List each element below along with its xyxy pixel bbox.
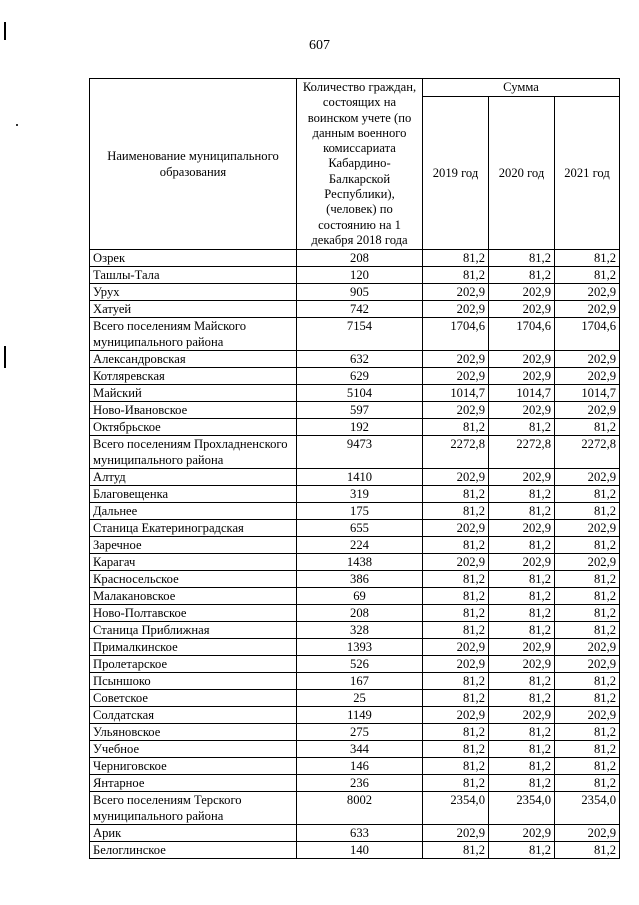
sum-2019-cell: 81,2: [423, 503, 489, 520]
sum-2020-cell: 81,2: [489, 486, 555, 503]
citizens-count-cell: 9473: [297, 436, 423, 469]
sum-2021-cell: 2354,0: [555, 792, 620, 825]
citizens-count-cell: 905: [297, 284, 423, 301]
municipality-name-cell: Учебное: [90, 741, 297, 758]
sum-2020-cell: 2354,0: [489, 792, 555, 825]
sum-2021-cell: 202,9: [555, 284, 620, 301]
sum-2021-cell: 202,9: [555, 554, 620, 571]
table-row: [90, 486, 620, 503]
sum-2019-cell: 81,2: [423, 842, 489, 859]
municipality-name-cell: Станица Екатериноградская: [90, 520, 297, 537]
sum-2020-cell: 81,2: [489, 673, 555, 690]
citizens-count-cell: 1393: [297, 639, 423, 656]
sum-2020-cell: 202,9: [489, 656, 555, 673]
municipality-name-cell: Карагач: [90, 554, 297, 571]
scan-edge-mark-middle: [4, 346, 6, 368]
sum-2020-cell: 202,9: [489, 707, 555, 724]
sum-2021-cell: 81,2: [555, 741, 620, 758]
table-row: [90, 351, 620, 368]
citizens-count-cell: 69: [297, 588, 423, 605]
citizens-count-cell: 526: [297, 656, 423, 673]
table-row: [90, 301, 620, 318]
sum-2020-cell: 81,2: [489, 724, 555, 741]
sum-2020-cell: 202,9: [489, 825, 555, 842]
table-row: [90, 842, 620, 859]
sum-2021-cell: 81,2: [555, 758, 620, 775]
citizens-count-cell: 25: [297, 690, 423, 707]
sum-2021-cell: 202,9: [555, 368, 620, 385]
sum-2020-cell: 81,2: [489, 741, 555, 758]
sum-2021-cell: 1704,6: [555, 318, 620, 351]
municipality-name-cell: Псыншоко: [90, 673, 297, 690]
citizens-count-cell: 742: [297, 301, 423, 318]
municipality-name-cell: Всего поселениям Терского муниципального района: [90, 792, 297, 825]
sum-2019-cell: 202,9: [423, 469, 489, 486]
table-row: [90, 622, 620, 639]
table-row: [90, 588, 620, 605]
citizens-count-cell: 8002: [297, 792, 423, 825]
citizens-count-cell: 328: [297, 622, 423, 639]
municipality-name-cell: Солдатская: [90, 707, 297, 724]
table-row: [90, 605, 620, 622]
citizens-count-cell: 5104: [297, 385, 423, 402]
sum-2020-cell: 202,9: [489, 639, 555, 656]
municipality-name-cell: Ульяновское: [90, 724, 297, 741]
sum-2020-cell: 1704,6: [489, 318, 555, 351]
municipality-name-cell: Октябрьское: [90, 419, 297, 436]
sum-2021-cell: 202,9: [555, 520, 620, 537]
sum-2020-cell: 81,2: [489, 503, 555, 520]
sum-2020-cell: 1014,7: [489, 385, 555, 402]
citizens-count-cell: 633: [297, 825, 423, 842]
sum-2019-cell: 202,9: [423, 656, 489, 673]
sum-2021-cell: 81,2: [555, 588, 620, 605]
sum-2019-cell: 202,9: [423, 301, 489, 318]
sum-2021-cell: 81,2: [555, 605, 620, 622]
sum-2019-cell: 81,2: [423, 622, 489, 639]
municipality-name-cell: Заречное: [90, 537, 297, 554]
sum-2021-cell: 81,2: [555, 673, 620, 690]
sum-2021-cell: 202,9: [555, 639, 620, 656]
citizens-count-cell: 224: [297, 537, 423, 554]
table-row: [90, 469, 620, 486]
municipality-name-cell: Дальнее: [90, 503, 297, 520]
sum-2021-cell: 81,2: [555, 842, 620, 859]
sum-2020-cell: 81,2: [489, 622, 555, 639]
sum-2021-cell: 81,2: [555, 690, 620, 707]
citizens-count-cell: 167: [297, 673, 423, 690]
sum-2020-cell: 202,9: [489, 554, 555, 571]
municipality-name-cell: Урух: [90, 284, 297, 301]
sum-2020-cell: 81,2: [489, 267, 555, 284]
sum-2021-cell: 81,2: [555, 571, 620, 588]
header-2020: 2020 год: [489, 96, 555, 249]
municipality-name-cell: Ташлы-Тала: [90, 267, 297, 284]
citizens-count-cell: 344: [297, 741, 423, 758]
sum-2021-cell: 202,9: [555, 351, 620, 368]
citizens-count-cell: 140: [297, 842, 423, 859]
sum-2021-cell: 81,2: [555, 622, 620, 639]
sum-2019-cell: 202,9: [423, 554, 489, 571]
sum-2020-cell: 81,2: [489, 537, 555, 554]
table-total-row: [90, 318, 620, 351]
table-row: [90, 639, 620, 656]
sum-2020-cell: 202,9: [489, 284, 555, 301]
citizens-count-cell: 208: [297, 250, 423, 267]
sum-2021-cell: 81,2: [555, 537, 620, 554]
table-row: [90, 385, 620, 402]
table-row: [90, 690, 620, 707]
citizens-count-cell: 7154: [297, 318, 423, 351]
scan-speck: [16, 124, 18, 126]
municipality-name-cell: Черниговское: [90, 758, 297, 775]
sum-2019-cell: 202,9: [423, 284, 489, 301]
sum-2021-cell: 202,9: [555, 469, 620, 486]
sum-2019-cell: 81,2: [423, 758, 489, 775]
sum-2019-cell: 81,2: [423, 571, 489, 588]
municipality-name-cell: Пролетарское: [90, 656, 297, 673]
sum-2019-cell: 81,2: [423, 486, 489, 503]
sum-2019-cell: 1704,6: [423, 318, 489, 351]
sum-2019-cell: 2354,0: [423, 792, 489, 825]
sum-2019-cell: 81,2: [423, 741, 489, 758]
sum-2020-cell: 202,9: [489, 301, 555, 318]
header-citizens-count: Количество граждан, состоящих на воинском учете (по данным военного комиссариата Кабардино-Балкарской Республики), (человек) по состоянию на 1 декабря 2018 года: [297, 79, 423, 250]
citizens-count-cell: 120: [297, 267, 423, 284]
sum-2020-cell: 81,2: [489, 250, 555, 267]
sum-2021-cell: 202,9: [555, 707, 620, 724]
citizens-count-cell: 1438: [297, 554, 423, 571]
municipality-name-cell: Благовещенка: [90, 486, 297, 503]
sum-2019-cell: 81,2: [423, 775, 489, 792]
sum-2020-cell: 81,2: [489, 842, 555, 859]
municipality-name-cell: Советское: [90, 690, 297, 707]
municipality-name-cell: Озрек: [90, 250, 297, 267]
municipality-name-cell: Арик: [90, 825, 297, 842]
table-row: [90, 402, 620, 419]
sum-2020-cell: 81,2: [489, 419, 555, 436]
header-sum: Сумма: [423, 79, 620, 97]
sum-2020-cell: 81,2: [489, 605, 555, 622]
sum-2019-cell: 202,9: [423, 639, 489, 656]
header-municipality: Наименование муниципального образования: [90, 79, 297, 250]
table-total-row: [90, 792, 620, 825]
table-row: [90, 656, 620, 673]
table-row: [90, 741, 620, 758]
table-row: [90, 571, 620, 588]
sum-2019-cell: 81,2: [423, 673, 489, 690]
sum-2019-cell: 1014,7: [423, 385, 489, 402]
municipality-name-cell: Всего поселениям Прохладненского муниципального района: [90, 436, 297, 469]
sum-2021-cell: 81,2: [555, 486, 620, 503]
table-row: [90, 724, 620, 741]
sum-2019-cell: 202,9: [423, 402, 489, 419]
sum-2019-cell: 81,2: [423, 419, 489, 436]
table-row: [90, 707, 620, 724]
sum-2019-cell: 81,2: [423, 690, 489, 707]
citizens-count-cell: 1410: [297, 469, 423, 486]
table-row: [90, 758, 620, 775]
citizens-count-cell: 386: [297, 571, 423, 588]
sum-2021-cell: 2272,8: [555, 436, 620, 469]
table-row: [90, 537, 620, 554]
sum-2020-cell: 81,2: [489, 588, 555, 605]
municipality-name-cell: Станица Приближная: [90, 622, 297, 639]
sum-2020-cell: 202,9: [489, 368, 555, 385]
table-row: [90, 267, 620, 284]
sum-2021-cell: 81,2: [555, 724, 620, 741]
table-row: [90, 825, 620, 842]
sum-2019-cell: 81,2: [423, 605, 489, 622]
table-row: [90, 775, 620, 792]
page-number: 607: [309, 38, 330, 53]
sum-2021-cell: 81,2: [555, 503, 620, 520]
sum-2019-cell: 81,2: [423, 267, 489, 284]
municipality-name-cell: Александровская: [90, 351, 297, 368]
citizens-count-cell: 1149: [297, 707, 423, 724]
municipality-name-cell: Малакановское: [90, 588, 297, 605]
citizens-count-cell: 319: [297, 486, 423, 503]
citizens-count-cell: 632: [297, 351, 423, 368]
sum-2019-cell: 81,2: [423, 250, 489, 267]
allocation-table: [89, 78, 620, 859]
citizens-count-cell: 597: [297, 402, 423, 419]
sum-2021-cell: 202,9: [555, 301, 620, 318]
citizens-count-cell: 175: [297, 503, 423, 520]
citizens-count-cell: 146: [297, 758, 423, 775]
sum-2019-cell: 2272,8: [423, 436, 489, 469]
table-row: [90, 419, 620, 436]
municipality-name-cell: Ново-Ивановское: [90, 402, 297, 419]
sum-2019-cell: 81,2: [423, 588, 489, 605]
table-row: [90, 368, 620, 385]
sum-2020-cell: 81,2: [489, 758, 555, 775]
municipality-name-cell: Прималкинское: [90, 639, 297, 656]
sum-2019-cell: 202,9: [423, 825, 489, 842]
sum-2019-cell: 81,2: [423, 724, 489, 741]
sum-2021-cell: 81,2: [555, 775, 620, 792]
citizens-count-cell: 275: [297, 724, 423, 741]
sum-2019-cell: 202,9: [423, 520, 489, 537]
municipality-name-cell: Янтарное: [90, 775, 297, 792]
sum-2020-cell: 81,2: [489, 571, 555, 588]
municipality-name-cell: Майский: [90, 385, 297, 402]
table-row: [90, 284, 620, 301]
sum-2020-cell: 202,9: [489, 351, 555, 368]
sum-2020-cell: 2272,8: [489, 436, 555, 469]
municipality-name-cell: Всего поселениям Майского муниципального района: [90, 318, 297, 351]
table-total-row: [90, 436, 620, 469]
municipality-name-cell: Котляревская: [90, 368, 297, 385]
sum-2021-cell: 202,9: [555, 825, 620, 842]
sum-2021-cell: 202,9: [555, 656, 620, 673]
sum-2019-cell: 202,9: [423, 707, 489, 724]
table-row: [90, 503, 620, 520]
citizens-count-cell: 192: [297, 419, 423, 436]
citizens-count-cell: 629: [297, 368, 423, 385]
municipality-name-cell: Хатуей: [90, 301, 297, 318]
sum-2021-cell: 81,2: [555, 250, 620, 267]
citizens-count-cell: 208: [297, 605, 423, 622]
header-2019: 2019 год: [423, 96, 489, 249]
sum-2019-cell: 202,9: [423, 351, 489, 368]
sum-2020-cell: 202,9: [489, 469, 555, 486]
municipality-name-cell: Красносельское: [90, 571, 297, 588]
municipality-name-cell: Белоглинское: [90, 842, 297, 859]
sum-2020-cell: 202,9: [489, 402, 555, 419]
sum-2019-cell: 81,2: [423, 537, 489, 554]
sum-2021-cell: 1014,7: [555, 385, 620, 402]
table-row: [90, 520, 620, 537]
sum-2020-cell: 81,2: [489, 775, 555, 792]
header-2021: 2021 год: [555, 96, 620, 249]
sum-2020-cell: 81,2: [489, 690, 555, 707]
sum-2019-cell: 202,9: [423, 368, 489, 385]
municipality-name-cell: Алтуд: [90, 469, 297, 486]
sum-2021-cell: 202,9: [555, 402, 620, 419]
citizens-count-cell: 655: [297, 520, 423, 537]
sum-2020-cell: 202,9: [489, 520, 555, 537]
sum-2021-cell: 81,2: [555, 419, 620, 436]
citizens-count-cell: 236: [297, 775, 423, 792]
table-row: [90, 673, 620, 690]
municipality-name-cell: Ново-Полтавское: [90, 605, 297, 622]
sum-2021-cell: 81,2: [555, 267, 620, 284]
table-row: [90, 554, 620, 571]
table-row: [90, 250, 620, 267]
